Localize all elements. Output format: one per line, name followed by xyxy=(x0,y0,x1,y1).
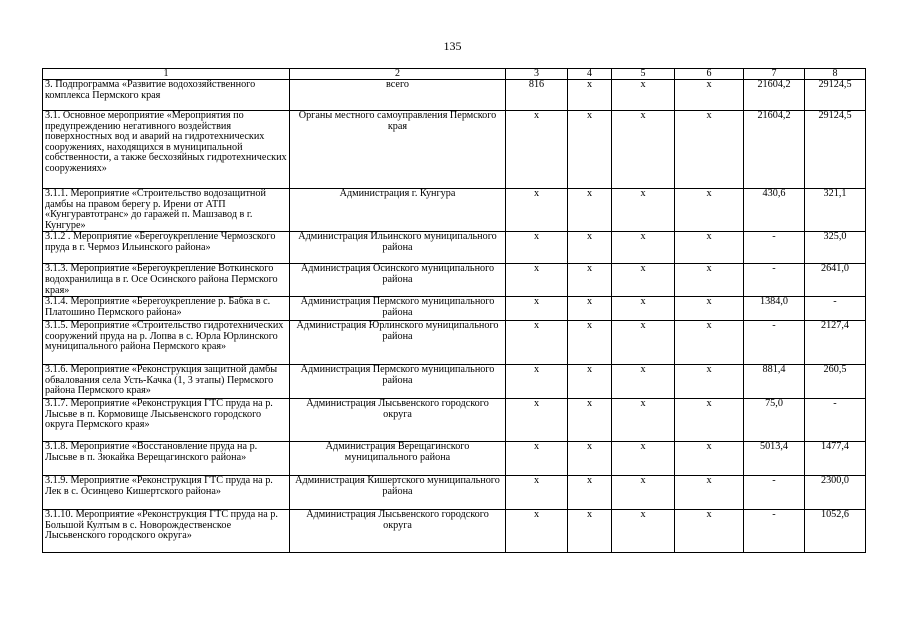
table-row xyxy=(43,189,866,232)
table-cell-4: x xyxy=(568,189,612,232)
table-cell-4: x xyxy=(568,232,612,264)
table-row xyxy=(43,232,866,264)
table-cell-2: Органы местного самоуправления Пермского края xyxy=(290,111,506,189)
table-cell-8: 325,0 xyxy=(805,232,866,264)
table-cell-1: 3.1.1. Мероприятие «Строительство водозащитной дамбы на правом берегу р. Ирени от АТП «Кунгуравтотранс» до гаражей п. Машзавод в г. Кунгуре» xyxy=(43,189,290,232)
column-header: 2 xyxy=(290,69,506,80)
table-row xyxy=(43,442,866,476)
table-cell-2: Администрация Лысьвенского городского округа xyxy=(290,399,506,442)
table-cell-6: x xyxy=(675,264,744,297)
table-cell-6: x xyxy=(675,111,744,189)
table-cell-7: 881,4 xyxy=(744,365,805,399)
table-cell-5: x xyxy=(612,510,675,553)
table-cell-4: x xyxy=(568,476,612,510)
table-cell-6: x xyxy=(675,442,744,476)
table-cell-3: x xyxy=(506,232,568,264)
table-cell-5: x xyxy=(612,442,675,476)
column-header: 3 xyxy=(506,69,568,80)
table-cell-7: 1384,0 xyxy=(744,297,805,321)
table-cell-3: x xyxy=(506,365,568,399)
table-cell-7: - xyxy=(744,510,805,553)
column-header: 7 xyxy=(744,69,805,80)
table-cell-7: 21604,2 xyxy=(744,111,805,189)
table-cell-3: x xyxy=(506,264,568,297)
table-cell-2: Администрация г. Кунгура xyxy=(290,189,506,232)
table-cell-6: x xyxy=(675,321,744,365)
table-cell-6: x xyxy=(675,232,744,264)
table-row xyxy=(43,111,866,189)
table-cell-2: Администрация Юрлинского муниципального района xyxy=(290,321,506,365)
table-cell-3: 816 xyxy=(506,80,568,111)
table-cell-8: 2300,0 xyxy=(805,476,866,510)
column-header: 5 xyxy=(612,69,675,80)
table-cell-4: x xyxy=(568,365,612,399)
table-row xyxy=(43,365,866,399)
table-cell-8: 1052,6 xyxy=(805,510,866,553)
table-cell-5: x xyxy=(612,189,675,232)
table-cell-7: 21604,2 xyxy=(744,80,805,111)
table-cell-8: - xyxy=(805,399,866,442)
table-cell-5: x xyxy=(612,232,675,264)
table-cell-4: x xyxy=(568,442,612,476)
table-cell-5: x xyxy=(612,399,675,442)
table-cell-3: x xyxy=(506,510,568,553)
table-cell-6: x xyxy=(675,365,744,399)
table-cell-8: 260,5 xyxy=(805,365,866,399)
table-cell-1: 3.1.7. Мероприятие «Реконструкция ГТС пруда на р. Лысьве в п. Кормовище Лысьвенского городского округа Пермского края» xyxy=(43,399,290,442)
table-cell-5: x xyxy=(612,476,675,510)
table-cell-7: 430,6 xyxy=(744,189,805,232)
table-cell-3: x xyxy=(506,297,568,321)
column-header: 8 xyxy=(805,69,866,80)
table-cell-2: Администрация Ильинского муниципального района xyxy=(290,232,506,264)
table-cell-6: x xyxy=(675,510,744,553)
table-cell-1: 3.1.8. Мероприятие «Восстановление пруда на р. Лысьве в п. Зюкайка Верещагинского района» xyxy=(43,442,290,476)
table-cell-1: 3.1.5. Мероприятие «Строительство гидротехнических сооружений пруда на р. Лопва в с. Юрла Юрлинского муниципального района Пермского края» xyxy=(43,321,290,365)
program-table xyxy=(42,68,866,553)
table-cell-4: x xyxy=(568,399,612,442)
table-cell-4: x xyxy=(568,297,612,321)
table-cell-8: 29124,5 xyxy=(805,80,866,111)
table-cell-6: x xyxy=(675,476,744,510)
table-row xyxy=(43,321,866,365)
column-header: 4 xyxy=(568,69,612,80)
table-cell-3: x xyxy=(506,321,568,365)
table-cell-1: 3.1.10. Мероприятие «Реконструкция ГТС пруда на р. Большой Култым в с. Новорождественское Лысьвенского городского округа» xyxy=(43,510,290,553)
table-cell-1: 3.1.9. Мероприятие «Реконструкция ГТС пруда на р. Лек в с. Осинцево Кишертского района» xyxy=(43,476,290,510)
table-cell-4: x xyxy=(568,80,612,111)
table-cell-8: 2641,0 xyxy=(805,264,866,297)
table-cell-8: 2127,4 xyxy=(805,321,866,365)
table-row xyxy=(43,297,866,321)
header-row xyxy=(43,69,866,80)
table-row xyxy=(43,399,866,442)
table-cell-1: 3.1.4. Мероприятие «Берегоукрепление р. Бабка в с. Платошино Пермского района» xyxy=(43,297,290,321)
table-cell-3: x xyxy=(506,476,568,510)
table-cell-5: x xyxy=(612,80,675,111)
table-cell-3: x xyxy=(506,111,568,189)
table-cell-3: x xyxy=(506,399,568,442)
table-cell-4: x xyxy=(568,111,612,189)
table-cell-6: x xyxy=(675,80,744,111)
page-number: 135 xyxy=(443,39,462,53)
table-cell-7: - xyxy=(744,321,805,365)
table-cell-2: Администрация Кишертского муниципального района xyxy=(290,476,506,510)
table-cell-4: x xyxy=(568,510,612,553)
table-row xyxy=(43,510,866,553)
table-cell-5: x xyxy=(612,111,675,189)
table-cell-6: x xyxy=(675,399,744,442)
table-row xyxy=(43,80,866,111)
table-cell-8: 321,1 xyxy=(805,189,866,232)
table-cell-1: 3.1.3. Мероприятие «Берегоукрепление Воткинского водохранилища в г. Осе Осинского района Пермского края» xyxy=(43,264,290,297)
table-cell-3: x xyxy=(506,442,568,476)
table-cell-4: x xyxy=(568,264,612,297)
table-cell-4: x xyxy=(568,321,612,365)
table-cell-8: 29124,5 xyxy=(805,111,866,189)
column-header: 1 xyxy=(43,69,290,80)
table-cell-7: - xyxy=(744,232,805,264)
table-cell-8: - xyxy=(805,297,866,321)
table-cell-7: - xyxy=(744,264,805,297)
table-cell-5: x xyxy=(612,321,675,365)
table-cell-1: 3.1. Основное мероприятие «Мероприятия по предупреждению негативного воздействия поверхностных вод и аварий на гидротехнических сооружениях, находящихся в муниципальной собственности, а также бесхозяйных гидротехнических сооружениях» xyxy=(43,111,290,189)
table-cell-6: x xyxy=(675,189,744,232)
table-cell-2: Администрация Лысьвенского городского округа xyxy=(290,510,506,553)
table-cell-5: x xyxy=(612,264,675,297)
table-row xyxy=(43,264,866,297)
table-cell-5: x xyxy=(612,297,675,321)
column-header: 6 xyxy=(675,69,744,80)
table-cell-1: 3. Подпрограмма «Развитие водохозяйственного комплекса Пермского края xyxy=(43,80,290,111)
table-cell-1: 3.1.2 . Мероприятие «Берегоукрепление Чермозского пруда в г. Чермоз Ильинского района» xyxy=(43,232,290,264)
table-cell-5: x xyxy=(612,365,675,399)
table-cell-7: 75,0 xyxy=(744,399,805,442)
table-cell-2: Администрация Пермского муниципального района xyxy=(290,297,506,321)
table-cell-2: Администрация Пермского муниципального района xyxy=(290,365,506,399)
table-cell-2: всего xyxy=(290,80,506,111)
table-cell-1: 3.1.6. Мероприятие «Реконструкция защитной дамбы обвалования села Усть-Качка (1, 3 этапы) Пермского района Пермского края» xyxy=(43,365,290,399)
table-cell-2: Администрация Верещагинского муниципального района xyxy=(290,442,506,476)
table-cell-2: Администрация Осинского муниципального района xyxy=(290,264,506,297)
table-cell-6: x xyxy=(675,297,744,321)
table-cell-8: 1477,4 xyxy=(805,442,866,476)
table-cell-7: 5013,4 xyxy=(744,442,805,476)
table-row xyxy=(43,476,866,510)
table-cell-3: x xyxy=(506,189,568,232)
table-cell-7: - xyxy=(744,476,805,510)
